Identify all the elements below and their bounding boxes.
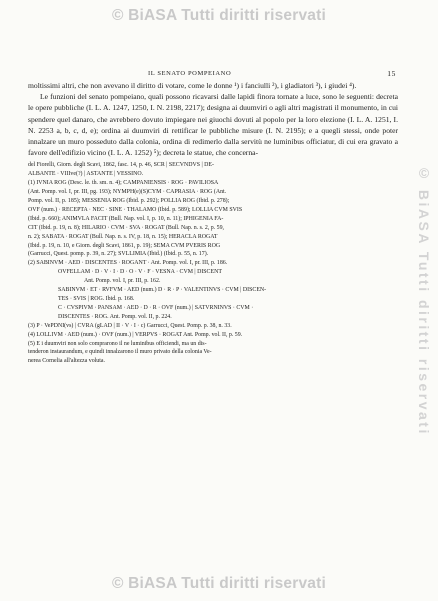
footnote-line: (Ibid. p. 660); ANIMVLA FACIT (Bull. Nap. vol. I, p. 10, n. 11); IPHIGENIA FA- [28, 215, 224, 222]
footnote-line: (Garrucci, Quest. pomp. p. 39, n. 27); SVLLIMIA (Ibid.) (Ibid. p. 55, n. 17). [28, 251, 209, 258]
footnote-line: del Fiorelli, Giorn. degli Scavi, 1862, fasc. 14, p. 46, SCR | SECVNDVS | DE- [28, 162, 214, 169]
footnote-line: tenderon instaurandum, e quindi innalzarono il muro privato della colonia Ve- [28, 349, 212, 356]
running-title: IL SENATO POMPEIANO [148, 70, 232, 77]
document-page [28, 68, 398, 366]
watermark-side: © BiASA Tutti diritti riservati [416, 164, 432, 436]
footnote-line: C · CVSPIVM · PANSAM · AED · D · R · OVF (num.) | SATVRNINVS · CVM · [58, 304, 254, 311]
footnote-line: DISCENTES · ROG. Ant. Pomp. vol. II, p. 224. [58, 313, 172, 320]
footnote-line: CIT (Ibid. p. 19, n. 8); HILARIO · CVM · SVA · ROGAT (Bull. Nap. n. s. 2, p. 59, [28, 224, 225, 231]
footnote-line: OVF (num.) · RECEPTA · NEC · SINE · THALAMO (Ibid. p. 589); LOLLIA CVM SVIS [28, 206, 243, 213]
body-text [28, 80, 398, 158]
footnote-line: n. 2); SABATA · ROGAT (Bull. Nap. n. s. IV, p. 18, n. 15); HERACLA ROGAT [28, 233, 218, 240]
footnote-line: (5) E i duumviri non solo comprarono il ne luminibus officiendi, ma un dis- [28, 340, 207, 347]
body-paragraph-1: moltissimi altri, che non avevano il diritto di votare, come le donne ¹) i fanciulli ²), i gladiatori ³), i giudei ⁴). [28, 81, 357, 90]
footnotes [28, 161, 398, 366]
footnote-line: (3) P · VePDNI(vs) | CVRA (gLAD | II · V · I · c) Garrucci, Quest. Pomp. p. 38, n. 33. [28, 322, 232, 329]
footnote-line: Pomp. vol. II, p. 185); MESSENIA ROG (Ibid. p. 292); POLLIA ROG (Ibid. p. 278); [28, 198, 230, 205]
footnote-line: (2) SABINVM · AED · DISCENTES · ROGANT · Ant. Pomp. vol. I, pr. III, p. 186. [28, 260, 228, 267]
footnote-line: SABINVM · ET · RVFVM · AED (num.) D · R · P · VALENTINVS · CVM | DISCEN- [58, 287, 267, 294]
footnote-line: OVFELLAM · D · V · I · D · O · V · F · VESNA · CVM | DISCENT [58, 269, 222, 276]
footnote-line: (Ibid. p. 19, n. 10, e Giorn. degli Scavi, 1861, p. 19); SEMA CVM PVERIS ROG [28, 242, 221, 249]
footnote-line: (4) LOLLIVM · AED (num.) · OVF (num.) | VERPVS · ROGAT Ant. Pomp. vol. II, p. 59. [28, 331, 243, 338]
footnote-line: nerea Cornelia all'altezza voluta. [28, 358, 105, 365]
footnote-line: (1) IVNIA ROG (Desc. le. th. sm. n. 4); CAMPANIENSIS · ROG · PAVILIOSA [28, 180, 219, 187]
footnote-line: (Ant. Pomp. vol. I, pr. III, pg. 193); NYMPH(e)(S)CYM · CAPRASIA · ROG (Ant. [28, 189, 227, 196]
footnote-line: ALBANTE · VIIIve(?) | ASTANTE | VESSINO. [28, 171, 144, 178]
body-paragraph-2: Le funzioni del senato pompeiano, quali possono ricavarsi dalle lapidi finora tornate a luce, sono le seguenti: decreta le opere pubbliche (I. L. A. 1247, 1250, I. N. 2198, 2217); designa ai duumviri o agli altri magistrati il monumento, in cui spendere quel danaro, che avrebbero dovuto impiegare nei giuochi dovuti al popolo per la loro elezione (I. L. A. 1251, I. N. 2253 a, b, c, d, e); ordina ai duumviri di rettificar le pubbliche misure (I. N. 2195); e a quegli stessi, onde poter innalzare un muro posseduto dalla colonia, ordina di redimerlo dalla servitù ne luminibus officiatur, di cui era gravato a favore dell'edifizio vicino (I. L. A. 1252) ⁵); decreta le statue, che concerna- [28, 92, 398, 158]
running-header [28, 68, 398, 80]
footnote-line: TES · SVIS | ROG. Ibid. p. 168. [58, 296, 135, 303]
watermark-bottom: © BiASA Tutti diritti riservati [112, 575, 326, 592]
watermark-top: © BiASA Tutti diritti riservati [112, 7, 326, 24]
page-number: 15 [387, 69, 396, 78]
footnote-line: Ant. Pomp. vol. I, pr. III, p. 162. [84, 278, 161, 285]
